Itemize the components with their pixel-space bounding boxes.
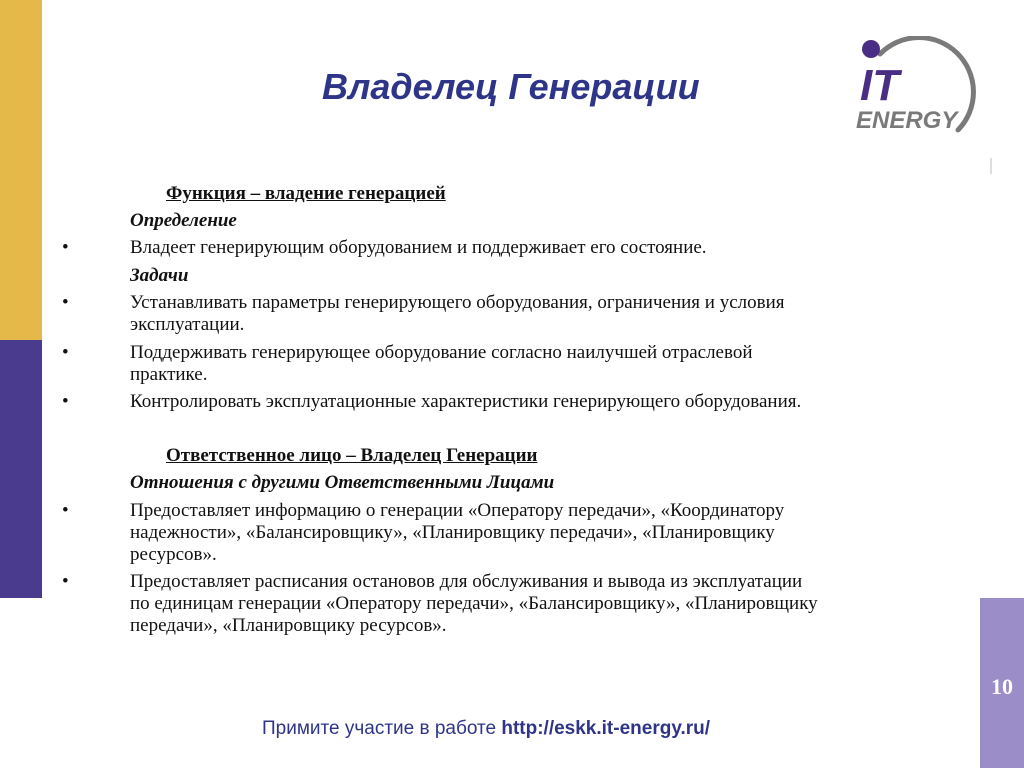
- bullet-marker: •: [62, 292, 69, 313]
- relation-2-line-3: передачи», «Планировщику ресурсов».: [130, 615, 447, 636]
- relations-label: Отношения с другими Ответственными Лицами: [130, 472, 555, 493]
- task-2-line-1: Поддерживать генерирующее оборудование согласно наилучшей отраслевой: [130, 342, 753, 363]
- relation-1-line-1: Предоставляет информацию о генерации «Оператору передачи», «Координатору: [130, 500, 785, 521]
- bullet-marker: •: [62, 571, 69, 592]
- decorative-tick: [990, 158, 992, 174]
- task-1-line-2: эксплуатации.: [130, 314, 245, 335]
- relation-1-line-2: надежности», «Балансировщику», «Планировщику передачи», «Планировщику: [130, 522, 775, 543]
- bullet-marker: •: [62, 500, 69, 521]
- definition-label: Определение: [130, 210, 237, 231]
- footer: [262, 718, 710, 740]
- definition-text: Владеет генерирующим оборудованием и поддерживает его состояние.: [130, 237, 707, 258]
- responsible-header: Ответственное лицо – Владелец Генерации: [166, 445, 538, 466]
- function-header: Функция – владение генерацией: [166, 183, 446, 204]
- relation-2-line-1: Предоставляет расписания остановов для обслуживания и вывода из эксплуатации: [130, 571, 803, 592]
- footer-link[interactable]: http://eskk.it-energy.ru/: [501, 718, 711, 739]
- relation-1-line-3: ресурсов».: [130, 544, 217, 565]
- task-2-line-2: практике.: [130, 364, 208, 385]
- it-energy-logo: [850, 36, 988, 140]
- logo-text-energy: ENERGY: [856, 107, 958, 134]
- bullet-marker: •: [62, 237, 69, 258]
- logo-text-it: IT: [860, 61, 900, 110]
- footer-text: Примите участие в работе: [262, 718, 502, 739]
- left-accent-band-purple: [0, 340, 42, 598]
- it-energy-logo-graphic: [850, 36, 988, 140]
- slide-title: Владелец Генерации: [322, 66, 700, 107]
- page-number: 10: [991, 674, 1013, 699]
- task-1-line-1: Устанавливать параметры генерирующего оборудования, ограничения и условия: [130, 292, 785, 313]
- bullet-marker: •: [62, 342, 69, 363]
- left-accent-band-gold: [0, 0, 42, 340]
- task-3: Контролировать эксплуатационные характеристики генерирующего оборудования.: [130, 391, 802, 412]
- relation-2-line-2: по единицам генерации «Оператору передачи», «Балансировщику», «Планировщику: [130, 593, 818, 614]
- tasks-label: Задачи: [130, 265, 189, 286]
- bullet-marker: •: [62, 391, 69, 412]
